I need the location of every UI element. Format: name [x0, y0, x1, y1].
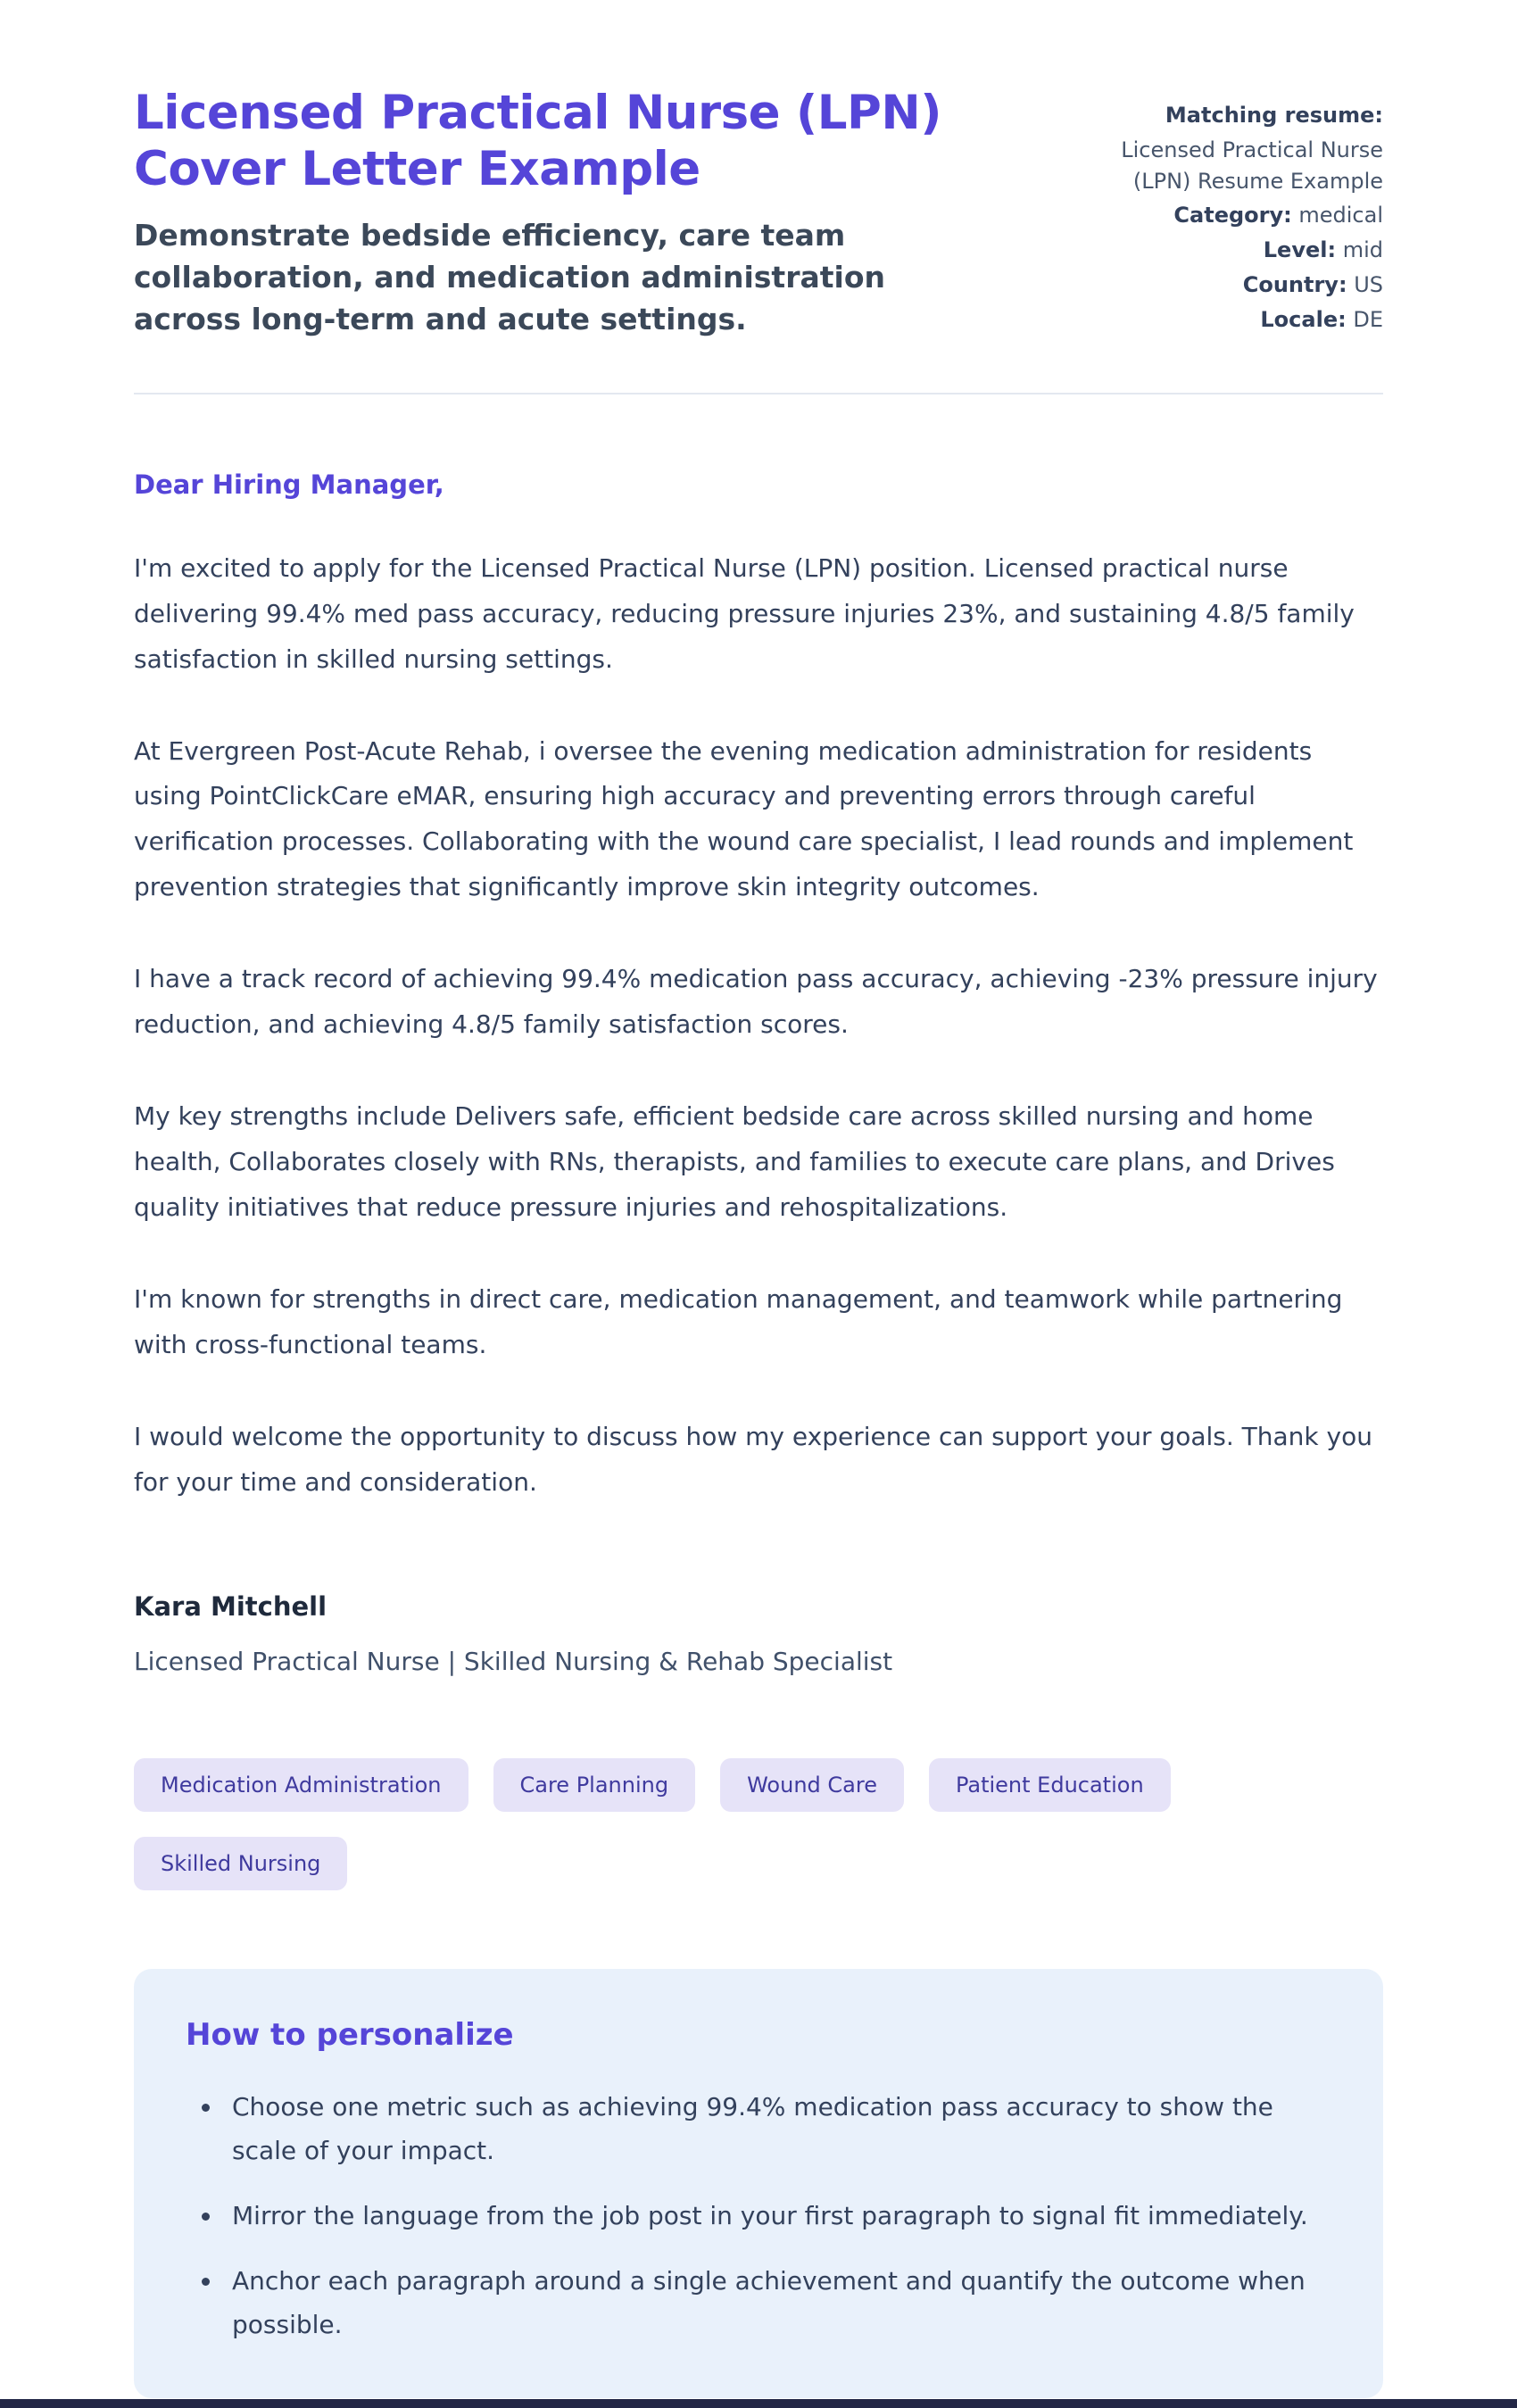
meta-value-country: US: [1354, 271, 1383, 297]
meta-row-locale: [1098, 304, 1383, 336]
footer-bar: [0, 2399, 1517, 2408]
personalize-box: [134, 1969, 1383, 2398]
letter-paragraph: My key strengths include Delivers safe, efficient bedside care across skilled nursing and home health, Collaborates closely with RNs, therapists, and families to execute care plans, and Drives quality initiatives that reduce pressure injuries and rehospitalizations.: [134, 1101, 1335, 1223]
meta-label-locale: Locale:: [1260, 306, 1347, 332]
matching-resume-value: Licensed Practical Nurse (LPN) Resume Example: [1121, 137, 1383, 194]
meta-value-level: mid: [1342, 237, 1383, 263]
page-subtitle: Demonstrate bedside efficiency, care team collaboration, and medication administration across long-term and acute settings.: [134, 218, 885, 336]
personalize-item: • Mirror the language from the job post in your first paragraph to signal fit immediately.: [223, 2194, 1331, 2238]
meta-label-country: Country:: [1242, 271, 1347, 297]
skill-tags: [134, 1758, 1383, 1890]
letter-paragraph: At Evergreen Post-Acute Rehab, i oversee the evening medication administration for residents using PointClickCare eMAR, ensuring high accuracy and preventing errors through careful verification processes. Collaborating with the wound care specialist, I lead rounds and implement prevention strategies that significantly improve skin integrity outcomes.: [134, 735, 1354, 902]
header-divider: [134, 393, 1383, 394]
letter-body: [134, 546, 1383, 1506]
tag-patient-education[interactable]: Patient Education: [929, 1758, 1171, 1812]
page-title: Licensed Practical Nurse (LPN) Cover Letter Example: [134, 86, 941, 196]
salutation: Dear Hiring Manager,: [134, 469, 444, 500]
signature-title: Licensed Practical Nurse | Skilled Nursing & Rehab Specialist: [134, 1646, 893, 1676]
meta-panel: [1098, 86, 1383, 336]
tag-skilled-nursing[interactable]: Skilled Nursing: [134, 1837, 347, 1890]
letter-paragraph: I'm excited to apply for the Licensed Practical Nurse (LPN) position. Licensed practical nurse delivering 99.4% med pass accuracy, reducing pressure injuries 23%, and sustaining 4.8/5 family satisfaction in skilled nursing settings.: [134, 552, 1355, 674]
letter-paragraph: I have a track record of achieving 99.4% medication pass accuracy, achieving -23% pressure injury reduction, and achieving 4.8/5 family satisfaction scores.: [134, 964, 1378, 1040]
signature-block: [134, 1591, 1383, 1676]
letter-paragraph: I'm known for strengths in direct care, medication management, and teamwork while partnering with cross-functional teams.: [134, 1284, 1343, 1360]
tag-medication-administration[interactable]: Medication Administration: [134, 1758, 468, 1812]
personalize-title: How to personalize: [186, 2016, 514, 2053]
personalize-item: • Choose one metric such as achieving 99.4% medication pass accuracy to show the scale of your impact.: [223, 2085, 1331, 2172]
meta-value-locale: DE: [1353, 306, 1383, 332]
tag-wound-care[interactable]: Wound Care: [720, 1758, 904, 1812]
meta-row-level: [1098, 235, 1383, 266]
letter-paragraph: I would welcome the opportunity to discuss how my experience can support your goals. Thank you for your time and consideration.: [134, 1421, 1372, 1497]
meta-row-category: [1098, 200, 1383, 231]
meta-label-level: Level:: [1263, 237, 1337, 263]
meta-label-category: Category:: [1173, 203, 1292, 228]
personalize-item: • Anchor each paragraph around a single achievement and quantify the outcome when possible.: [223, 2259, 1331, 2346]
meta-value-category: medical: [1298, 203, 1383, 228]
signature-name: Kara Mitchell: [134, 1590, 327, 1622]
matching-resume-label-text: Matching resume:: [1165, 103, 1383, 128]
matching-resume-label: [1098, 100, 1383, 131]
meta-row-country: [1098, 270, 1383, 301]
header: [134, 86, 1383, 341]
tag-care-planning[interactable]: Care Planning: [493, 1758, 696, 1812]
header-title-block: [134, 86, 1053, 341]
personalize-list: [186, 2085, 1331, 2346]
